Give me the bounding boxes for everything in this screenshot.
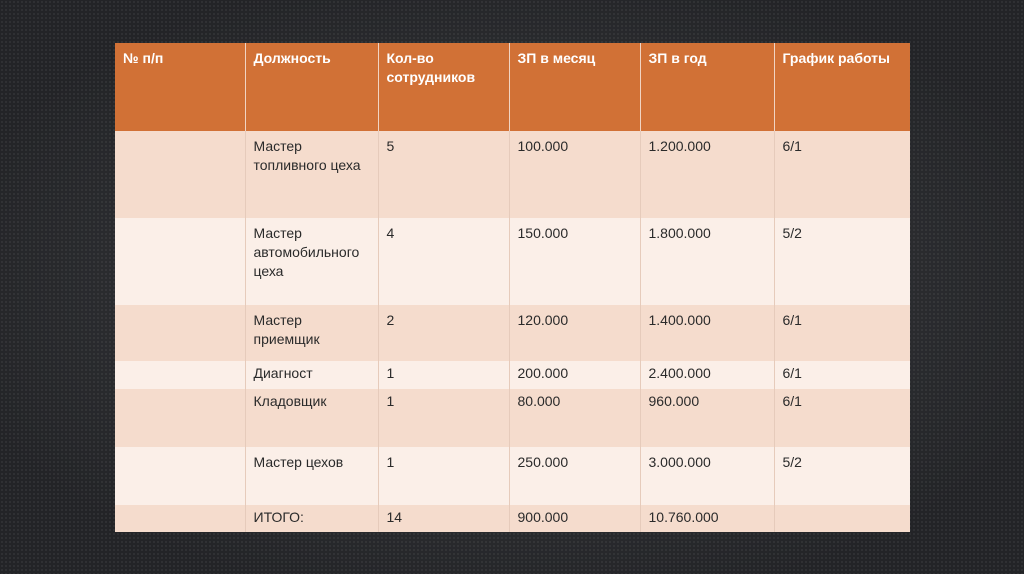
header-work-schedule: График работы	[782, 50, 890, 66]
header-number: № п/п	[115, 43, 245, 131]
cell-employee-count: 1	[378, 389, 509, 447]
cell-employee-count: 5	[378, 131, 509, 218]
cell-work-schedule: 6/1	[782, 138, 802, 154]
cell-work-schedule: 6/1	[782, 312, 802, 328]
cell-work-schedule: 6/1	[782, 365, 802, 381]
cell-number	[115, 218, 245, 305]
cell-employee-count: 14	[378, 505, 509, 532]
table-row	[115, 361, 910, 389]
cell-number	[115, 505, 245, 532]
cell-monthly-salary: 250.000	[509, 447, 640, 505]
cell-employee-count: 4	[378, 218, 509, 305]
cell-employee-count: 2	[378, 305, 509, 361]
cell-position: Мастер автомобильного цеха	[245, 218, 378, 305]
cell-monthly-salary: 120.000	[509, 305, 640, 361]
table-row	[115, 305, 910, 361]
cell-number	[115, 131, 245, 218]
cell-yearly-salary: 1.200.000	[640, 131, 774, 218]
cell-number	[115, 305, 245, 361]
table-row	[115, 131, 910, 218]
cell-yearly-salary: 10.760.000	[640, 505, 774, 532]
cell-yearly-salary: 1.800.000	[640, 218, 774, 305]
header-position: Должность	[245, 43, 378, 131]
cell-monthly-salary: 100.000	[509, 131, 640, 218]
table-total-row	[115, 505, 910, 532]
cell-work-schedule: 5/2	[782, 454, 802, 470]
staff-salary-table	[115, 43, 910, 532]
cell-number	[115, 389, 245, 447]
cell-yearly-salary: 3.000.000	[640, 447, 774, 505]
header-yearly-salary: ЗП в год	[640, 43, 774, 131]
cell-monthly-salary: 200.000	[509, 361, 640, 389]
table-row	[115, 218, 910, 305]
cell-number	[115, 447, 245, 505]
cell-monthly-salary: 80.000	[509, 389, 640, 447]
cell-employee-count: 1	[378, 361, 509, 389]
cell-position: Кладовщик	[245, 389, 378, 447]
cell-position: Диагност	[245, 361, 378, 389]
cell-monthly-salary: 150.000	[509, 218, 640, 305]
header-monthly-salary: ЗП в месяц	[509, 43, 640, 131]
cell-position: Мастер цехов	[245, 447, 378, 505]
cell-yearly-salary: 1.400.000	[640, 305, 774, 361]
header-employee-count: Кол-во сотрудников	[378, 43, 509, 131]
cell-work-schedule	[774, 505, 910, 532]
table-row	[115, 389, 910, 447]
cell-position: ИТОГО:	[245, 505, 378, 532]
cell-position: Мастер топливного цеха	[245, 131, 378, 218]
cell-yearly-salary: 2.400.000	[640, 361, 774, 389]
table-row	[115, 447, 910, 505]
cell-position: Мастер приемщик	[245, 305, 378, 361]
cell-number	[115, 361, 245, 389]
cell-monthly-salary: 900.000	[509, 505, 640, 532]
cell-yearly-salary: 960.000	[640, 389, 774, 447]
cell-employee-count: 1	[378, 447, 509, 505]
cell-work-schedule: 5/2	[782, 225, 802, 241]
table-header-row	[115, 43, 910, 131]
cell-work-schedule: 6/1	[782, 393, 802, 409]
